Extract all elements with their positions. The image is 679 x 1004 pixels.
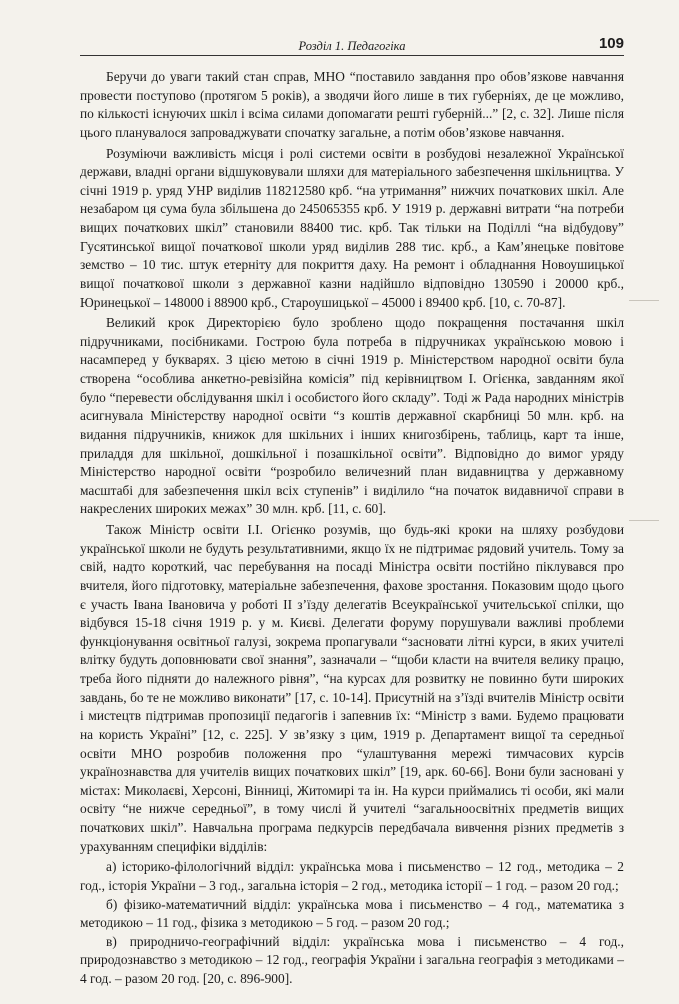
- body-text: [80, 68, 624, 989]
- bleed-through-mark: [629, 520, 659, 521]
- paragraph: Великий крок Директорією було зроблено щодо покращення постачання шкіл підручниками, посібниками. Гострою була потреба в підручниках українською мовою і насамперед у букварях. З цією метою в січні 1919 р. Міністерством народної освіти була створена “особлива анкетно-ревізійна комісія” під керівництвом І. Огієнка, завданням якої було “перевести обслідування шкіл і особистого його складу”. Тоді ж Рада народних міністрів асигнувала Міністерству народної освіти “з коштів державної скарбниці 50 млн. крб. на видання підручників, книжок для шкільних і інших книгозбірень, таблиць, карт та інше, приладдя для шкільної, дошкільної і позашкільної освіти”. Відповідно до вимог уряду Міністерство народної освіти “розробило величезний план видавництва у державному масштабі для забезпечення шкіл всіх ступенів” і виділило “на початок видавничої справи в накреслених широких межах” 30 млн. крб. [11, с. 60].: [80, 315, 624, 517]
- page-number: 109: [598, 35, 624, 52]
- paragraph: Також Міністр освіти І.І. Огієнко розумів, що будь-які кроки на шляху розбудови української школи не будуть результативними, якщо їх не підтримає рядовий учитель. Тому за свій, надто короткий, час перебування на посаді Міністра освіти постійно піклувався про вчителя, його підготовку, матеріальне забезпечення, фахове зростання. Показовим щодо цього є участь Івана Івановича у роботі ІІ з’їзду делегатів Всеукраїнської учительської спілки, що відбувся 15-18 січня 1919 р. у м. Києві. Делегати форуму порушували важливі проблеми функціонування освітньої галузі, зокрема пропагували “засновати літні курси, в яких учителі влітку будуть доповнювати свої знання”, зазначали – “щоби класти на вчителя велику працю, треба його підняти до належного рівня”, “на курсах для розвитку не повинно бути широких завдань, бо те не можливо виконати” [17, с. 10-14]. Присутній на з’їзді вчителів Міністр освіти і мистецтв підтримав пропозиції педагогів і запевнив їх: “Міністр з вами. Будемо працювати на користь Україні” [12, с. 225]. У зв’язку з цим, 1919 р. Департамент вищої та середньої освіти МНО розробив положення про “улаштування мережі тимчасових курсів українознавства для учителів вищих початкових шкіл” [19, арк. 60-66]. Вони були засновані у містах: Миколаєві, Херсоні, Вінниці, Житомирі та ін. На курси приймались ті особи, які мали освіту “не нижче середньої”, в тому числі й учителі “загальноосвітніх предметів вищих початкових шкіл”. Навчальна програма педкурсів передбачала вивчення різних предметів з урахуванням специфіки відділів:: [80, 522, 624, 854]
- running-head: [80, 33, 624, 57]
- section-title: Розділ 1. Педагогіка: [298, 39, 406, 53]
- header-rule: [80, 55, 624, 56]
- curriculum-list-item: в) природничо-географічний відділ: українська мова і письменство – 4 год., природознавство з методикою – 12 год., географія України і загальна географія з методиками – 4 год. – разом 20 год. [20, с. 896-900].: [80, 933, 624, 986]
- paragraph: Беручи до уваги такий стан справ, МНО “поставило завдання про обов’язкове навчання провести поступово (протягом 5 років), а зводячи його лише в тих губерніях, де це можливо, по кількості існуючих шкіл і всіма силами допомагати решті губерній...” [2, с. 32]. Лише після цього планувалося запроваджувати спочатку загальне, а потім обов’язкове навчання.: [80, 69, 624, 140]
- curriculum-list-item: б) фізико-математичний відділ: українська мова і письменство – 4 год., математика з методикою – 11 год., фізика з методикою – 5 год. – разом 20 год.;: [80, 896, 624, 931]
- bleed-through-mark: [629, 300, 659, 301]
- curriculum-list-item: а) історико-філологічний відділ: українська мова і письменство – 12 год., методика – 2 год., історія України – 3 год., загальна історія – 2 год., методика історії – 1 год. – разом 20 год.;: [80, 859, 624, 893]
- paragraph: Розуміючи важливість місця і ролі системи освіти в розбудові незалежної Української держави, владні органи відшуковували шляхи для матеріального забезпечення шкільництва. У січні 1919 р. уряд УНР виділив 118212580 крб. “на утримання” нижчих початкових шкіл. Але незабаром ця сума була збільшена до 245065355 крб. У 1919 р. державні витрати “на потреби вищих початкових шкіл” становили 88400 тис. крб. Так тільки на Поділлі “на відбудову” Гусятинської вищої початкової школи уряд виділив 288 тис. крб., а Кам’янецьке повітове земство – 10 тис. штук етерніту для покриття даху. На ремонт і обладнання Новоушицької вищої початкової школи з державної казни надійшло відповідно 130590 і 20000 крб., Юринецької – 148000 і 88900 крб., Староушицької – 45000 і 89400 крб. [10, с. 70-87].: [80, 145, 624, 310]
